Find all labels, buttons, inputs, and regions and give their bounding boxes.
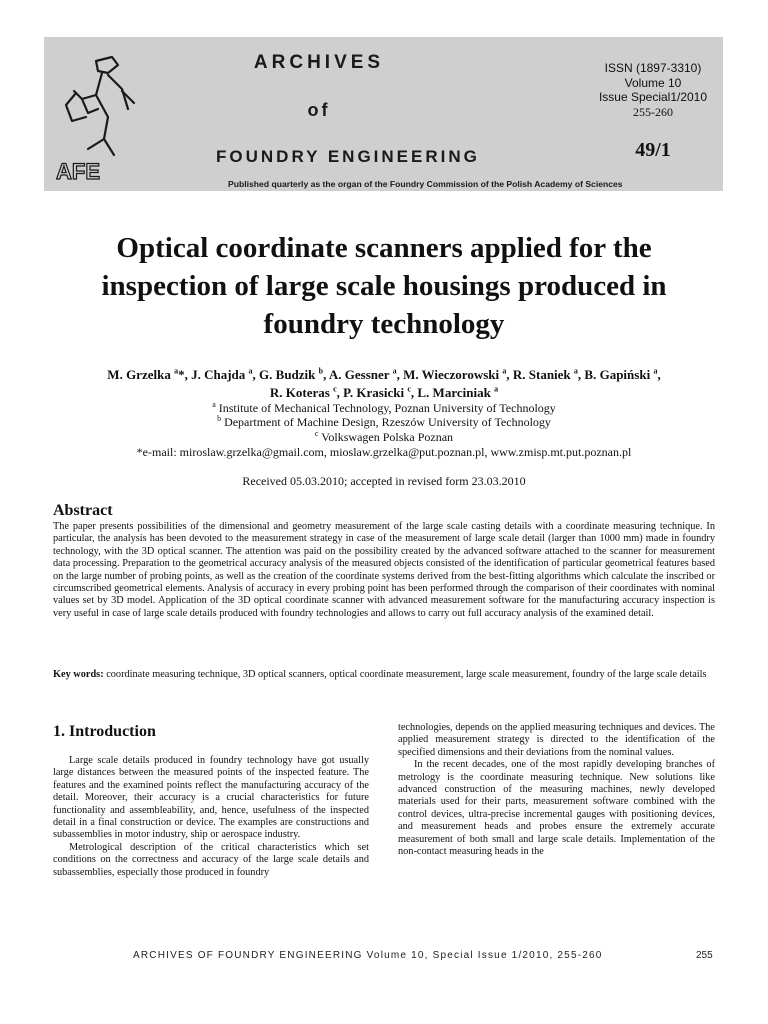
- journal-subtitle: Published quarterly as the organ of the Foundry Commission of the Polish Academy of Sciences: [228, 179, 623, 189]
- issue-info: [582, 61, 724, 119]
- left-column: [53, 755, 369, 879]
- journal-header: [44, 37, 723, 191]
- page-number: 255: [696, 950, 713, 961]
- keywords-text: coordinate measuring technique, 3D optical scanners, optical coordinate measurement, large scale measurement, foundry of the large scale details: [106, 669, 707, 680]
- author: L. Marciniak $^a$: [417, 384, 499, 400]
- paragraph: Large scale details produced in foundry technology have got usually large distances between the measured points of the inspected feature. The features and the examined points reflect the manufacturing accuracy of the detail. Moreover, their accuracy is a crucial characteristics for future functionality and assembleability, and, hence, usefulness of the inspected detail in a final construction or device. The examples are constructions and subassemblies in motor industry, ship or aerospace industry.: [53, 755, 369, 841]
- running-footer: ARCHIVES OF FOUNDRY ENGINEERING Volume 10, Special Issue 1/2010, 255-260: [133, 950, 603, 961]
- author: P. Krasicki $^c$,: [343, 384, 418, 400]
- author: B. Gapiński $^a$,: [584, 366, 661, 382]
- author: J. Chajda $^a$,: [191, 366, 260, 382]
- paragraph: technologies, depends on the applied measuring techniques and devices. The applied measurement strategy is directed to the identification of the specified dimensions and their deviations from the nominal values.: [398, 722, 715, 758]
- author: M. Grzelka $^a$*,: [107, 366, 192, 382]
- section-heading: 1. Introduction: [53, 723, 156, 740]
- abstract-text: The paper presents possibilities of the dimensional and geometry measurement of the large scale casting details with a coordinate measuring technique. In particular, the analysis has been devoted to the measurement strategy in case of the measurement of large scale detail (larger than 1000 mm) made in foundry technology, with the 3D optical scanner. The attention was paid on the possibility created by the advanced software attached to the scanner for measurement data processing. Preparation to the geometrical accuracy analysis of the measured objects consisted of the identification of particular geometrical features based on the large number of probing points, as well as the creation of the coordinate systems derived from the best-fitting algorithms which calculate the inscribed or circumscribed geometrical elements. Analysis of accuracy in every probing point has been performed through the comparison of their coordinates with nominal values set by 3D model. Application of the 3D optical coordinate scanner with advanced measurement software for the manufacturing accuracy inspection is very useful in case of large scale details produced with foundry technologies and allows to carry out full accuracy analysis of the examined detail.: [53, 521, 715, 619]
- affiliation: $^c$ Volkswagen Polska Poznan: [314, 429, 454, 444]
- affiliation: $^b$ Department of Machine Design, Rzeszów University of Technology: [217, 414, 551, 429]
- contact-email: *e-mail: miroslaw.grzelka@gmail.com, mioslaw.grzelka@put.poznan.pl, www.zmisp.mt.put.poznan.pl: [136, 445, 632, 459]
- author: R. Koteras $^c$,: [269, 384, 344, 400]
- journal-title-foundry: FOUNDRY ENGINEERING: [216, 147, 480, 166]
- issn: ISSN (1897-3310): [604, 61, 702, 75]
- keywords: [53, 669, 715, 681]
- logo-lettering: AFE: [56, 159, 100, 183]
- author: A. Gessner $^a$,: [328, 366, 404, 382]
- paragraph: In the recent decades, one of the most rapidly developing branches of metrology is the coordinate measuring technique. New solutions like advanced construction of the measuring machines, newly developed materials used for their parts, measurement software combined with the control devices, ultra-precise incremental gauges with positioning devices, and measurement heads and probes ensure the extremely accurate measurement of both small and large scale details. Implementation of the non-contact measuring heads in the: [398, 759, 715, 858]
- abstract-heading: Abstract: [53, 502, 113, 519]
- journal-title-of: of: [307, 100, 331, 120]
- author: G. Budzik $^b$,: [259, 366, 329, 382]
- article-title: Optical coordinate scanners applied for the inspection of large scale housings produced in foundry technology: [101, 232, 667, 340]
- author-list: [50, 366, 718, 401]
- right-column: [398, 722, 715, 858]
- issue: Issue Special1/2010: [598, 90, 708, 104]
- author: M. Wieczorowski $^a$,: [403, 366, 513, 382]
- keywords-label: Key words:: [53, 669, 104, 680]
- afe-logo-icon: [52, 51, 142, 183]
- paragraph: Metrological description of the critical characteristics which set conditions on the correctness and accuracy of the large scale details and subassemblies, especially those produced in foundry: [53, 841, 369, 878]
- journal-title-archives: ARCHIVES: [253, 52, 385, 73]
- received-dates: Received 05.03.2010; accepted in revised form 23.03.2010: [242, 474, 526, 488]
- page-range: 255-260: [633, 104, 673, 119]
- affiliation: $^a$ Institute of Mechanical Technology, Poznan University of Technology: [212, 400, 556, 415]
- volume: Volume 10: [624, 75, 682, 90]
- author: R. Staniek $^a$,: [512, 366, 585, 382]
- article-number: 49/1: [635, 139, 671, 161]
